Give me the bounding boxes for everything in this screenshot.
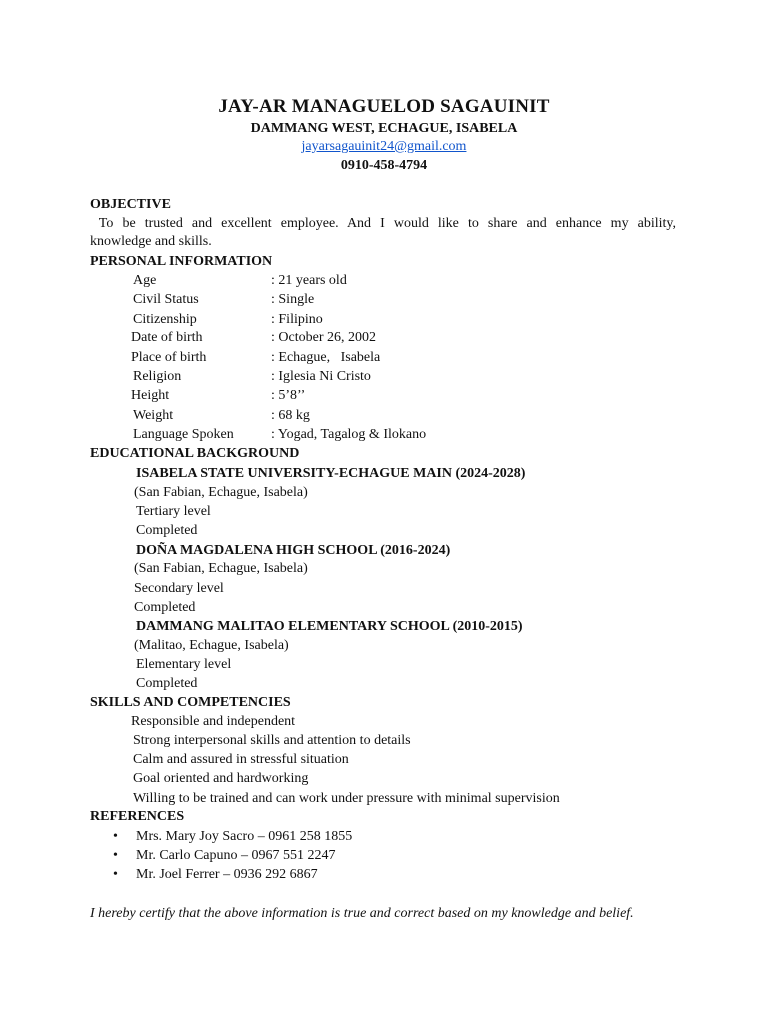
skills-heading: SKILLS AND COMPETENCIES [90,695,291,710]
school-location: (Malitao, Echague, Isabela) [134,638,289,653]
school-status: Completed [136,523,198,538]
objective-text [90,215,676,251]
weight-label: Weight [133,408,174,423]
language-label: Language Spoken [133,427,234,442]
school-location: (San Fabian, Echague, Isabela) [134,561,308,576]
school-status: Completed [136,676,198,691]
email-link[interactable]: jayarsagauinit24@gmail.com [301,139,467,154]
objective-line-1: To be trusted and excellent employee. And I would like to share and enhance my ability, [90,216,676,231]
school-name: ISABELA STATE UNIVERSITY-ECHAGUE MAIN (2024-2028) [136,466,526,481]
height-label: Height [131,388,170,403]
date-of-birth-label: Date of birth [131,330,203,345]
weight-value: : 68 kg [271,408,310,423]
language-value: : Yogad, Tagalog & Ilokano [271,427,427,442]
civil-status-label: Civil Status [133,292,199,307]
education-heading: EDUCATIONAL BACKGROUND [90,446,300,461]
bullet-icon: • [113,867,118,882]
date-of-birth-value: : October 26, 2002 [271,330,376,345]
skill-item: Willing to be trained and can work under pressure with minimal supervision [133,791,560,806]
personal-info-heading: PERSONAL INFORMATION [90,254,273,269]
school-level: Elementary level [136,657,232,672]
religion-label: Religion [133,369,182,384]
civil-status-value: : Single [271,292,315,307]
age-label: Age [133,273,157,288]
applicant-phone: 0910-458-4794 [340,158,428,173]
bullet-icon: • [113,848,118,863]
skill-item: Strong interpersonal skills and attention to details [133,733,411,748]
school-name: DAMMANG MALITAO ELEMENTARY SCHOOL (2010-2015) [136,619,523,634]
reference-item: Mr. Carlo Capuno – 0967 551 2247 [136,848,336,863]
school-level: Tertiary level [136,504,211,519]
school-status: Completed [134,600,196,615]
references-heading: REFERENCES [90,809,185,824]
citizenship-label: Citizenship [133,312,197,327]
objective-line-2: knowledge and skills. [90,234,212,249]
height-value: : 5’8’’ [271,388,306,403]
objective-heading: OBJECTIVE [90,197,171,212]
citizenship-value: : Filipino [271,312,323,327]
skill-item: Calm and assured in stressful situation [133,752,349,767]
place-of-birth-value: : Echague, Isabela [271,350,381,365]
religion-value: : Iglesia Ni Cristo [271,369,371,384]
email-row [0,138,768,156]
bullet-icon: • [113,829,118,844]
school-level: Secondary level [134,581,224,596]
applicant-address: DAMMANG WEST, ECHAGUE, ISABELA [250,121,518,136]
age-value: : 21 years old [271,273,347,288]
certification-statement: I hereby certify that the above information is true and correct based on my knowledge and belief. [90,906,634,921]
school-name: DOÑA MAGDALENA HIGH SCHOOL (2016-2024) [136,543,451,558]
applicant-name: JAY-AR MANAGUELOD SAGAUINIT [218,96,550,117]
reference-item: Mr. Joel Ferrer – 0936 292 6867 [136,867,318,882]
school-location: (San Fabian, Echague, Isabela) [134,485,308,500]
skill-item: Responsible and independent [131,714,296,729]
reference-item: Mrs. Mary Joy Sacro – 0961 258 1855 [136,829,353,844]
place-of-birth-label: Place of birth [131,350,207,365]
skill-item: Goal oriented and hardworking [133,771,309,786]
